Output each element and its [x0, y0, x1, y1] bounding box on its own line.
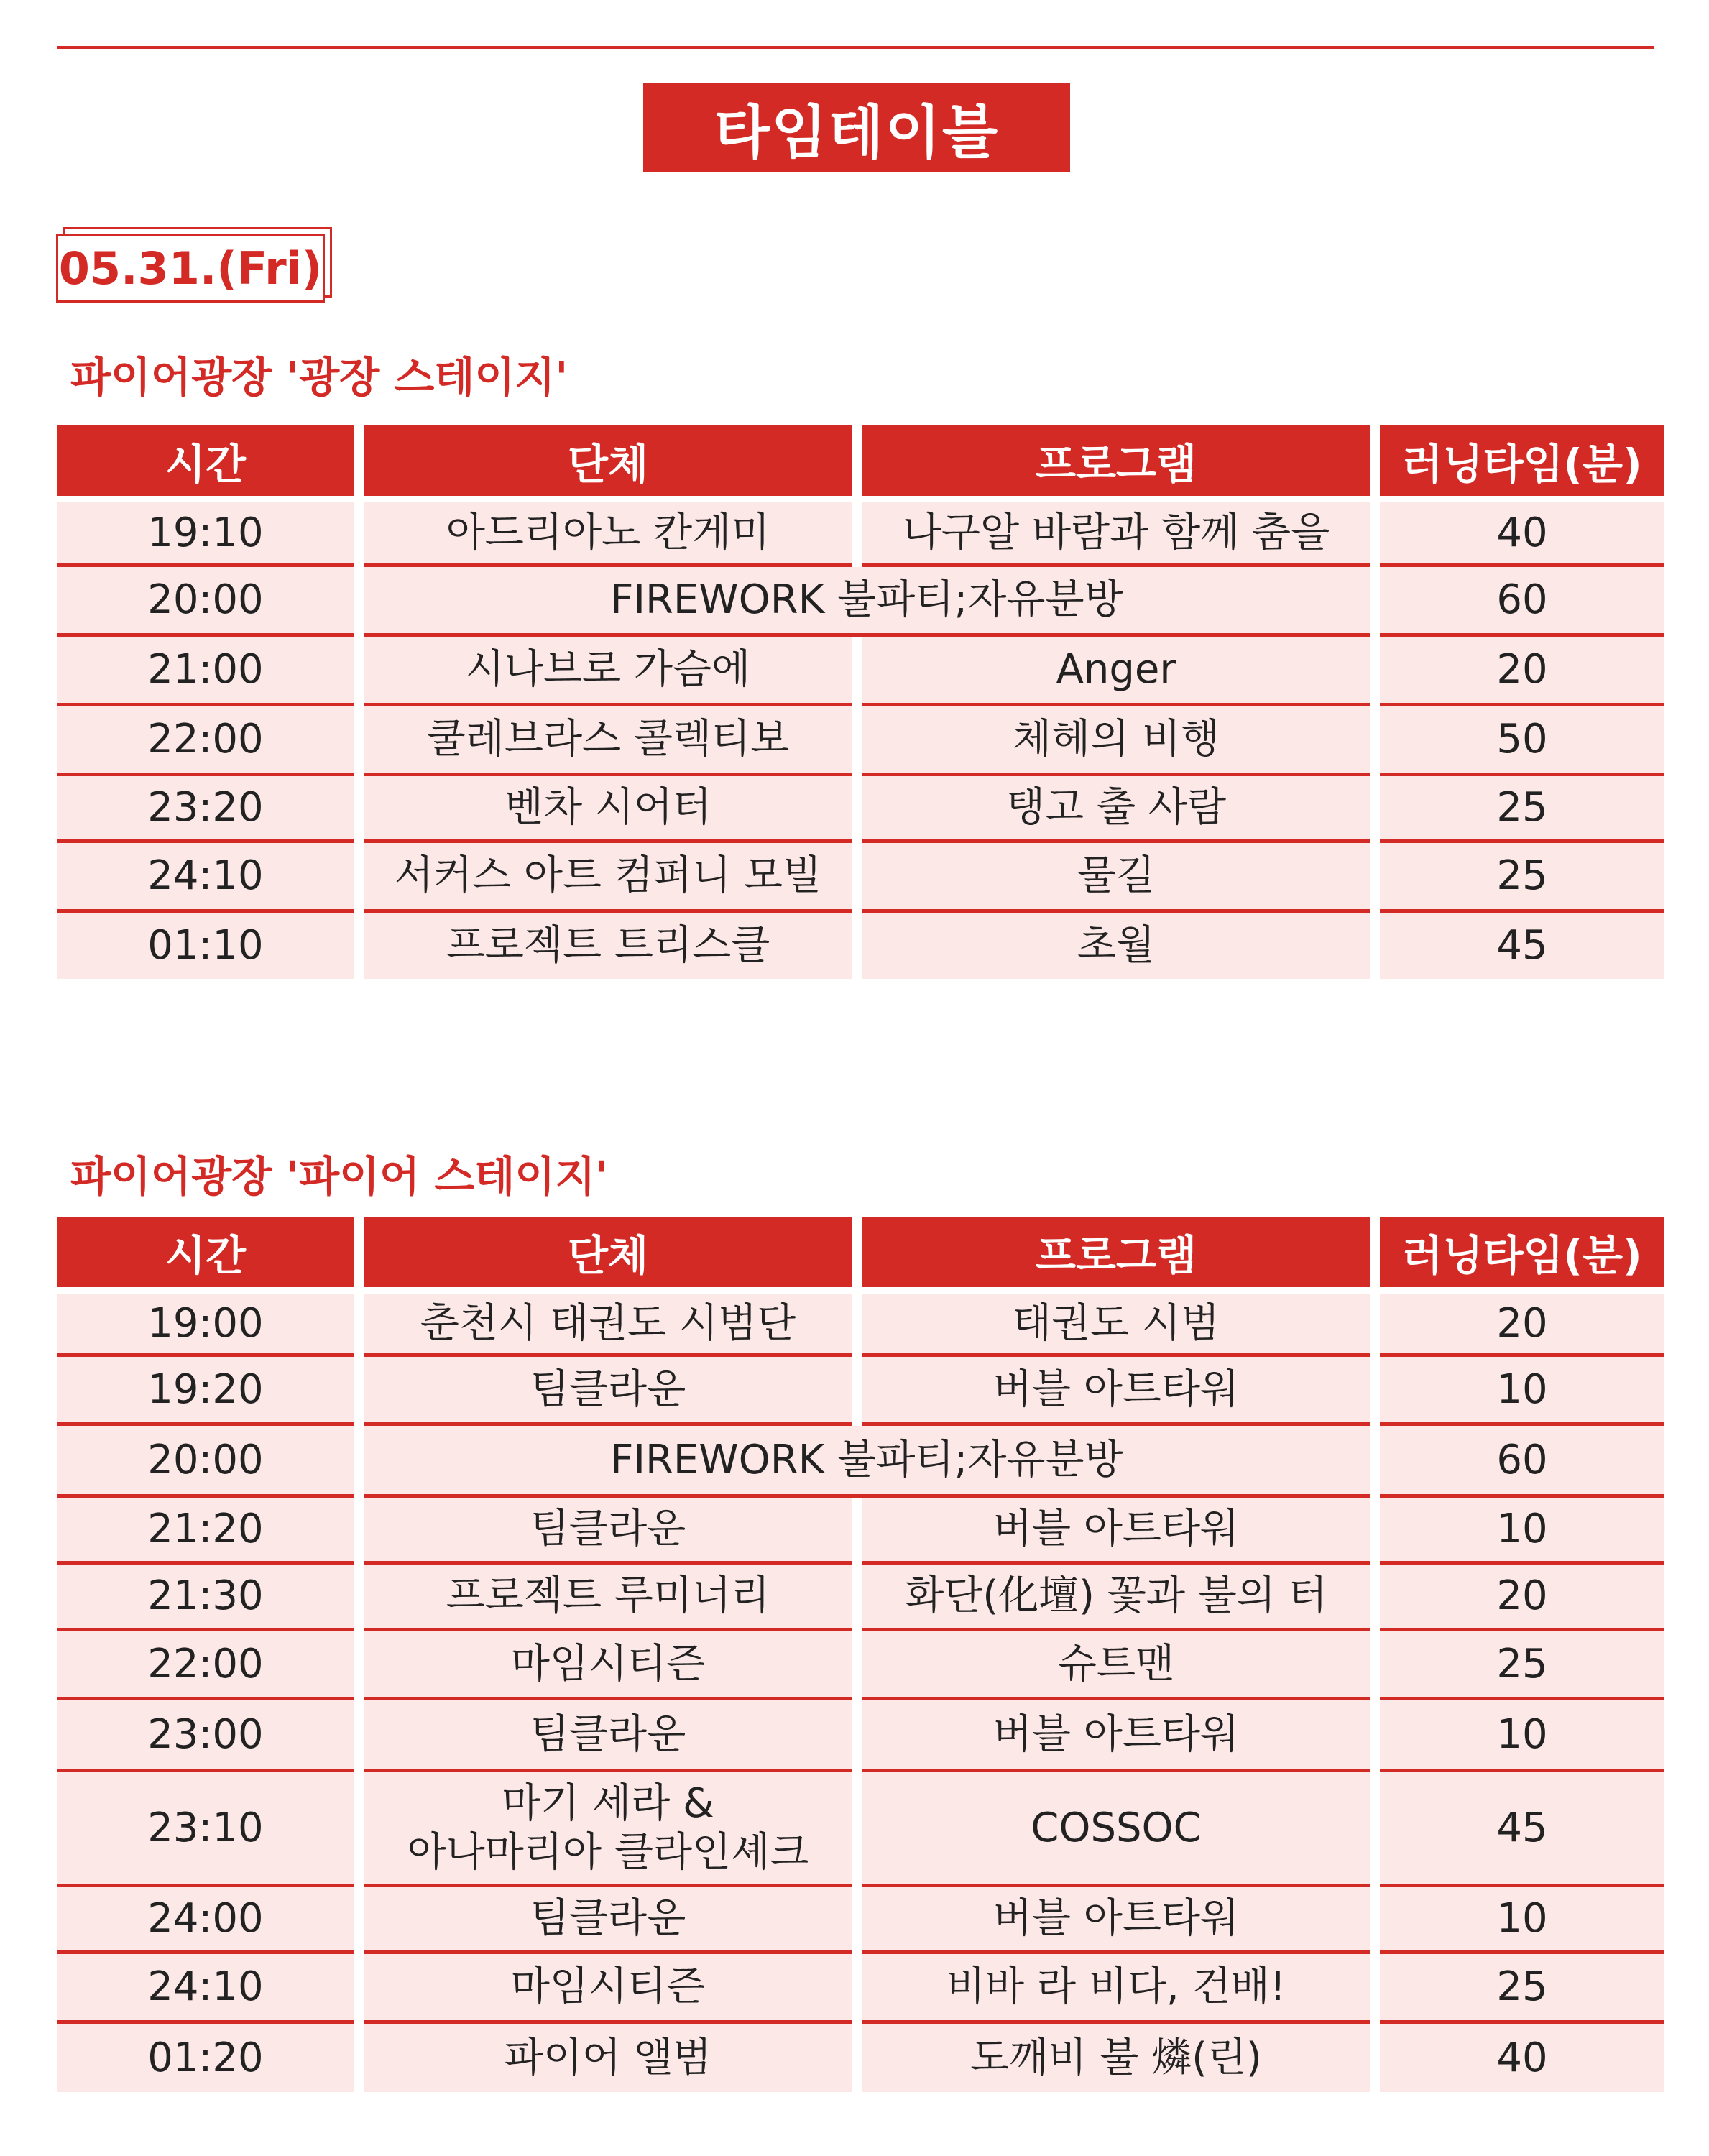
cell-time: 20:00 — [57, 567, 354, 637]
cell-time: 23:20 — [57, 776, 354, 843]
cell-time: 22:00 — [57, 706, 354, 776]
header-program: 프로그램 — [862, 425, 1370, 502]
cell-program: 화단(化壇) 꽃과 불의 터 — [862, 1565, 1370, 1631]
cell-program: 도깨비 불 燐(린) — [862, 2024, 1370, 2092]
cell-time: 01:20 — [57, 2024, 354, 2092]
table-header-row — [57, 1217, 1664, 1294]
table-row — [57, 1700, 1664, 1772]
cell-runtime: 10 — [1380, 1498, 1664, 1565]
cell-program: 나구알 바람과 함께 춤을 — [862, 502, 1370, 567]
cell-group: 벤차 시어터 — [364, 776, 852, 843]
table-row — [57, 1294, 1664, 1357]
date-badge — [56, 227, 329, 299]
cell-merged-program: FIREWORK 불파티;자유분방 — [364, 567, 1370, 637]
cell-group-line1: 마기 세라 & — [502, 1780, 714, 1828]
page-title: 타임테이블 — [643, 83, 1070, 172]
cell-group: 아드리아노 칸게미 — [364, 502, 852, 567]
cell-time: 23:10 — [57, 1772, 354, 1887]
cell-runtime: 50 — [1380, 706, 1664, 776]
cell-group: 프로젝트 루미너리 — [364, 1565, 852, 1631]
cell-runtime: 60 — [1380, 1426, 1664, 1498]
table-row — [57, 1357, 1664, 1426]
table-row — [57, 502, 1664, 567]
table-row — [57, 1772, 1664, 1887]
cell-program: 버블 아트타워 — [862, 1887, 1370, 1954]
table-row — [57, 1887, 1664, 1954]
table-row — [57, 1631, 1664, 1700]
cell-runtime: 20 — [1380, 1294, 1664, 1357]
cell-runtime: 10 — [1380, 1357, 1664, 1426]
cell-program: 체헤의 비행 — [862, 706, 1370, 776]
cell-program: Anger — [862, 637, 1370, 706]
cell-time: 19:00 — [57, 1294, 354, 1357]
cell-time: 20:00 — [57, 1426, 354, 1498]
cell-group: 마임시티즌 — [364, 1631, 852, 1700]
cell-runtime: 20 — [1380, 637, 1664, 706]
cell-runtime: 40 — [1380, 502, 1664, 567]
cell-program: 버블 아트타워 — [862, 1498, 1370, 1565]
timetable-plaza-stage — [47, 425, 1675, 979]
cell-program: 초월 — [862, 913, 1370, 979]
cell-time: 01:10 — [57, 913, 354, 979]
cell-program: 슈트맨 — [862, 1631, 1370, 1700]
table-row — [57, 1426, 1664, 1498]
cell-runtime: 10 — [1380, 1887, 1664, 1954]
cell-program: 물길 — [862, 843, 1370, 913]
cell-time: 21:20 — [57, 1498, 354, 1565]
cell-group — [364, 1772, 852, 1887]
cell-program: 탱고 출 사람 — [862, 776, 1370, 843]
table-row — [57, 843, 1664, 913]
cell-group-line2: 아나마리아 클라인셰크 — [407, 1828, 809, 1876]
cell-time: 21:30 — [57, 1565, 354, 1631]
header-group: 단체 — [364, 1217, 852, 1294]
cell-time: 24:10 — [57, 1954, 354, 2024]
cell-runtime: 45 — [1380, 913, 1664, 979]
table-row — [57, 1565, 1664, 1631]
cell-runtime: 10 — [1380, 1700, 1664, 1772]
cell-runtime: 25 — [1380, 1631, 1664, 1700]
header-runtime: 러닝타임(분) — [1380, 425, 1664, 502]
cell-runtime: 60 — [1380, 567, 1664, 637]
cell-runtime: 40 — [1380, 2024, 1664, 2092]
cell-time: 19:10 — [57, 502, 354, 567]
top-divider — [57, 46, 1654, 49]
cell-group: 춘천시 태권도 시범단 — [364, 1294, 852, 1357]
header-group: 단체 — [364, 425, 852, 502]
cell-group: 팀클라운 — [364, 1887, 852, 1954]
cell-time: 24:10 — [57, 843, 354, 913]
cell-group: 파이어 앨범 — [364, 2024, 852, 2092]
cell-runtime: 45 — [1380, 1772, 1664, 1887]
cell-time: 22:00 — [57, 1631, 354, 1700]
cell-runtime: 25 — [1380, 776, 1664, 843]
cell-time: 24:00 — [57, 1887, 354, 1954]
cell-merged-program: FIREWORK 불파티;자유분방 — [364, 1426, 1370, 1498]
cell-time: 21:00 — [57, 637, 354, 706]
header-time: 시간 — [57, 425, 354, 502]
table-row — [57, 776, 1664, 843]
cell-group: 프로젝트 트리스클 — [364, 913, 852, 979]
cell-program: 비바 라 비다, 건배! — [862, 1954, 1370, 2024]
table-row — [57, 637, 1664, 706]
table-row — [57, 913, 1664, 979]
header-program: 프로그램 — [862, 1217, 1370, 1294]
cell-group: 쿨레브라스 콜렉티보 — [364, 706, 852, 776]
cell-group: 마임시티즌 — [364, 1954, 852, 2024]
table-header-row — [57, 425, 1664, 502]
cell-group: 팀클라운 — [364, 1498, 852, 1565]
cell-runtime: 25 — [1380, 843, 1664, 913]
cell-time: 19:20 — [57, 1357, 354, 1426]
cell-runtime: 20 — [1380, 1565, 1664, 1631]
table-row — [57, 1954, 1664, 2024]
cell-runtime: 25 — [1380, 1954, 1664, 2024]
cell-program: 태권도 시범 — [862, 1294, 1370, 1357]
cell-program: 버블 아트타워 — [862, 1700, 1370, 1772]
table-row — [57, 567, 1664, 637]
date-label: 05.31.(Fri) — [56, 234, 325, 303]
timetable-fire-stage — [47, 1217, 1675, 2092]
cell-time: 23:00 — [57, 1700, 354, 1772]
section-title-plaza-stage: 파이어광장 '광장 스테이지' — [70, 353, 568, 402]
header-runtime: 러닝타임(분) — [1380, 1217, 1664, 1294]
cell-program: COSSOC — [862, 1772, 1370, 1887]
cell-group: 팀클라운 — [364, 1357, 852, 1426]
section-title-fire-stage: 파이어광장 '파이어 스테이지' — [70, 1152, 609, 1201]
cell-program: 버블 아트타워 — [862, 1357, 1370, 1426]
cell-group: 팀클라운 — [364, 1700, 852, 1772]
table-row — [57, 706, 1664, 776]
header-time: 시간 — [57, 1217, 354, 1294]
table-row — [57, 2024, 1664, 2092]
table-row — [57, 1498, 1664, 1565]
cell-group: 서커스 아트 컴퍼니 모빌 — [364, 843, 852, 913]
cell-group: 시나브로 가슴에 — [364, 637, 852, 706]
